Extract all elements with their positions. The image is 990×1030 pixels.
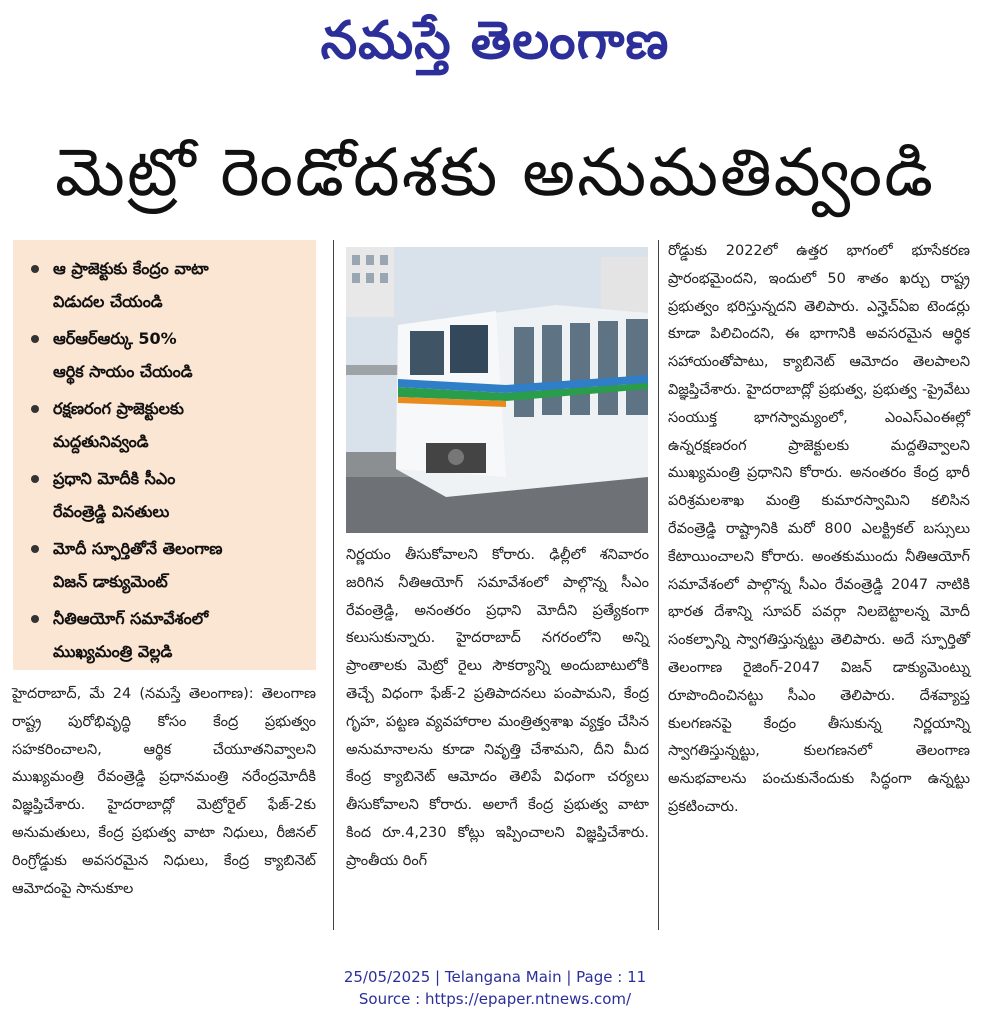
metro-train-photo (346, 247, 648, 533)
highlight-line: మద్దతునివ్వండి (53, 432, 149, 451)
highlight-item (13, 392, 316, 458)
highlight-line: ముఖ్యమంత్రి వెల్లడి (53, 642, 173, 661)
bullet-icon (31, 545, 39, 553)
bullet-icon (31, 405, 39, 413)
highlight-line: విజన్ డాక్యుమెంట్ (53, 572, 168, 591)
highlight-line: ప్రధాని మోదీకి సీఎం (53, 469, 176, 488)
highlight-line: మోదీ స్ఫూర్తితోనే తెలంగాణ (53, 539, 223, 558)
article-column-2 (346, 542, 649, 876)
article-text: హైదరాబాద్, మే 24 (నమస్తే తెలంగాణ): తెలంగాణ రాష్ట్ర పురోభివృద్ధి కోసం కేంద్ర ప్రభుత్వం సహకరించాలని, ఆర్థిక చేయూతనివ్వాలని ముఖ్యమంత్రి రేవంత్రెడ్డి ప్రధానమంత్రి నరేంద్రమోదీకి విజ్ఞప్తిచేశారు. హైదరాబాద్లో మెట్రోరైల్ ఫేజ్-2కు అనుమతులు, కేంద్ర ప్రభుత్వ వాటా నిధులు, రీజినల్ రింగ్రోడ్డుకు అవసరమైన నిధులు, కేంద్ర క్యాబినెట్ ఆమోదంపై సానుకూల (12, 686, 316, 897)
article-column-3 (668, 238, 970, 822)
article-column-1 (12, 681, 316, 903)
article-text: రోడ్డుకు 2022లో ఉత్తర భాగంలో భూసేకరణ ప్రారంభమైందని, ఇందులో 50 శాతం ఖర్చు రాష్ట్ర ప్రభుత్వం భరిస్తున్నదని తెలిపారు. ఎన్హెచ్ఏఐ టెండర్లు కూడా పిలిచిందని, ఈ భాగానికి అవసరమైన ఆర్థిక సహాయంతోపాటు, క్యాబినెట్ ఆమోదం తెలపాలని విజ్ఞప్తిచేశారు. హైదరాబాద్లో ప్రభుత్వ, ప్రభుత్వ -ప్రైవేటు సంయుక్త భాగస్వామ్యంలో, ఎంఎస్ఎంఈల్లో ఉన్నరక్షణరంగ ప్రాజెక్టులకు మద్దతివ్వాలని ముఖ్యమంత్రి ప్రధానిని కోరారు. అనంతరం కేంద్ర భారీ పరిశ్రమలశాఖ మంత్రి కుమారస్వామిని కలిసిన రేవంత్రెడ్డి రాష్ట్రానికి మరో 800 ఎలక్ట్రికల్ బస్సులు కేటాయించాలని కోరారు. అంతకుముందు నీతిఆయోగ్ సమావేశంలో పాల్గొన్న సీఎం రేవంత్రెడ్డి 2047 నాటికి భారత దేశాన్ని సూపర్ పవర్గా నిలబెట్టాలన్న మోదీ సంకల్పాన్ని స్వాగతిస్తున్నట్టు తెలిపారు. అదే స్ఫూర్తితో తెలంగాణ రైజింగ్-2047 విజన్ డాక్యుమెంట్ను రూపొందించినట్టు సీఎం తెలిపారు. దేశవ్యాప్త కులగణనపై కేంద్రం తీసుకున్న నిర్ణయాన్ని స్వాగతిస్తున్నట్టు, కులగణనలో తెలంగాణ అనుభవాలను పంచుకునేందుకు సిద్ధంగా ఉన్నట్టు ప్రకటించారు. (668, 243, 970, 815)
highlight-line: విడుదల చేయండి (53, 292, 163, 311)
highlights-box (13, 240, 316, 670)
metro-train-illustration (346, 247, 648, 533)
highlight-line: రక్షణరంగ ప్రాజెక్టులకు (53, 399, 184, 418)
footer-date-edition: 25/05/2025 | Telangana Main | Page : 11 (343, 968, 647, 986)
highlight-line: ఆర్థిక సాయం చేయండి (53, 362, 193, 381)
newspaper-masthead: నమస్తే తెలంగాణ (320, 11, 670, 71)
highlight-line: నీతిఆయోగ్ సమావేశంలో (53, 609, 209, 628)
article-headline: మెట్రో రెండోదశకు అనుమతివ్వండి (55, 134, 935, 211)
highlight-line: ఆర్ఆర్ఆర్కు 50% (53, 329, 177, 348)
highlight-item (13, 322, 316, 388)
highlight-item (13, 602, 316, 668)
column-divider (333, 240, 334, 930)
bullet-icon (31, 475, 39, 483)
highlight-item (13, 532, 316, 598)
highlight-line: ఆ ప్రాజెక్టుకు కేంద్రం వాటా (53, 259, 209, 278)
bullet-icon (31, 615, 39, 623)
column-divider (658, 240, 659, 930)
highlight-line: రేవంత్రెడ్డి వినతులు (53, 502, 170, 521)
bullet-icon (31, 265, 39, 273)
article-text: నిర్ణయం తీసుకోవాలని కోరారు. ఢిల్లీలో శనివారం జరిగిన నీతిఆయోగ్ సమావేశంలో పాల్గొన్న సీఎం రేవంత్రెడ్డి, అనంతరం ప్రధాని మోదీని ప్రత్యేకంగా కలుసుకున్నారు. హైదరాబాద్ నగరంలోని అన్ని ప్రాంతాలకు మెట్రో రైలు సౌకర్యాన్ని అందుబాటులోకి తెచ్చే విధంగా ఫేజ్-2 ప్రతిపాదనలు పంపామని, కేంద్ర గృహ, పట్టణ వ్యవహారాల మంత్రిత్వశాఖ వ్యక్తం చేసిన అనుమానాలను కూడా నివృత్తి చేశామని, దీని మీద కేంద్ర క్యాబినెట్ ఆమోదం తెలిపే విధంగా చర్యలు తీసుకోవాలని కోరారు. అలాగే కేంద్ర ప్రభుత్వ వాటా కింద రూ.4,230 కోట్లు ఇప్పించాలని విజ్ఞప్తిచేశారు. ప్రాంతీయ రింగ్ (346, 547, 649, 869)
footer-source: Source : https://epaper.ntnews.com/ (358, 990, 632, 1008)
highlight-item (13, 462, 316, 528)
highlight-item (13, 252, 316, 318)
bullet-icon (31, 335, 39, 343)
